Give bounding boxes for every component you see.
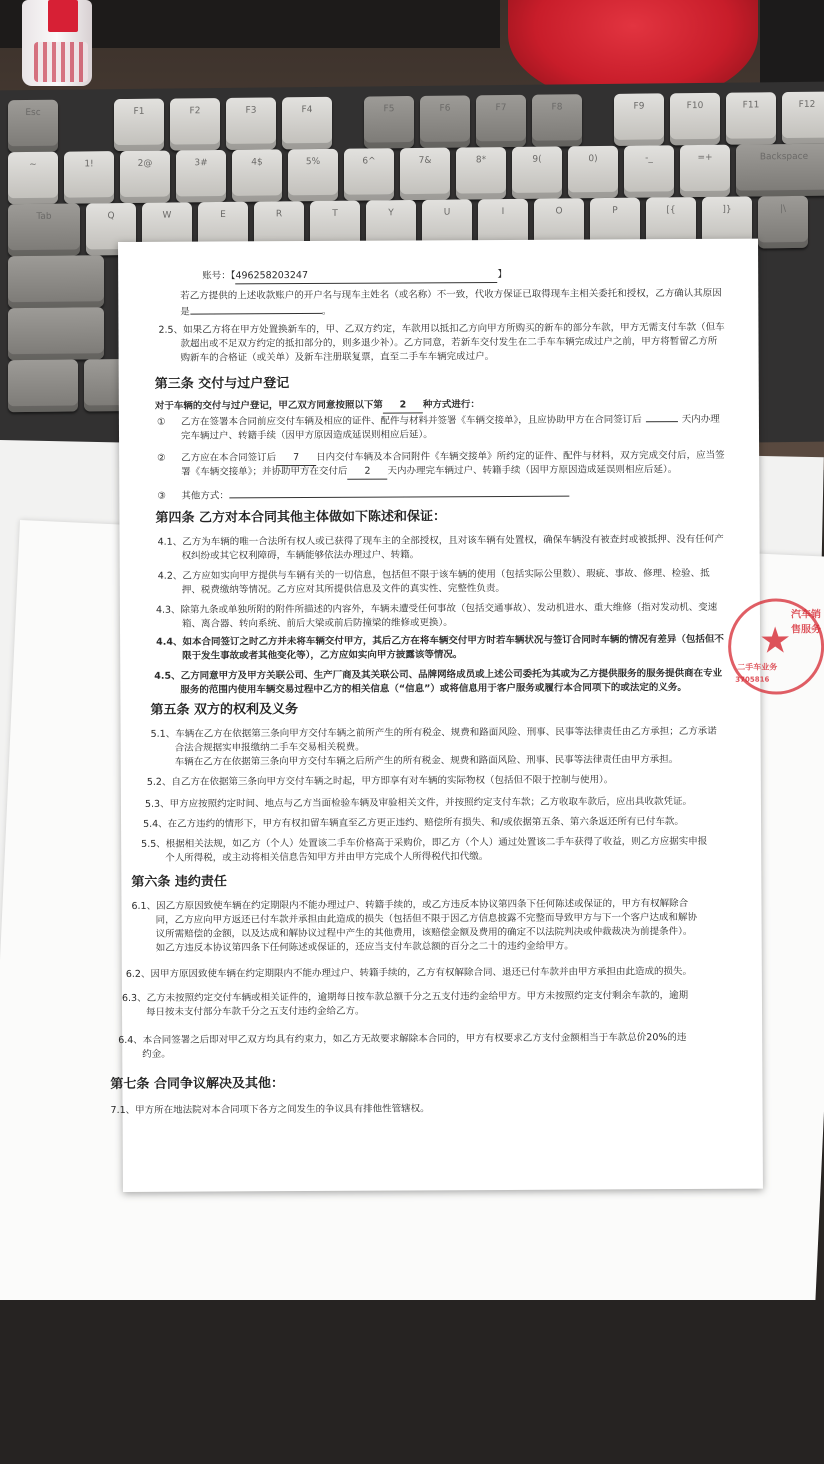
bottle-cap — [48, 0, 78, 32]
clause-7-1: 7.1、甲方所在地法院对本合同项下各方之间发生的争议具有排他性管辖权。 — [110, 1103, 430, 1117]
key: F9 — [614, 93, 664, 146]
clause-2-5: 2.5、如果乙方将在甲方处置换新车的，甲、乙双方约定，车款用以抵扣乙方向甲方所购买的新车的部分车款，甲方无需支付车款（但车 — [158, 321, 725, 336]
filled-field: 7 — [276, 451, 316, 466]
key: F11 — [726, 92, 776, 145]
key — [8, 255, 104, 308]
contract-page — [110, 239, 822, 1192]
key: F5 — [364, 96, 414, 149]
clause-text: 乙方应在本合同签订后 — [181, 452, 277, 464]
key: -_ — [624, 145, 674, 198]
keyboard-row-shift — [8, 307, 104, 360]
clause-text: 种方式进行： — [422, 399, 480, 411]
clause-text: 是 — [180, 306, 190, 318]
clause-text: 约金。 — [142, 1048, 171, 1060]
clause-4-4: 4.4、如本合同签订之时乙方并未将车辆交付甲方，其后乙方在将车辆交付甲方时若车辆状况与签订合同时车辆的情况有差异（包括但不 — [156, 633, 724, 648]
article-5-title: 第五条 双方的权利及义务 — [150, 702, 299, 718]
clause-text: 对于车辆的交付与过户登记，甲乙双方同意按照以下第 — [154, 399, 383, 412]
clause-text: 署《车辆交接单》；并协助甲方在交付后 — [181, 465, 348, 478]
option-3-marker: ③ — [157, 490, 166, 502]
key: 6^ — [344, 148, 394, 201]
clause-6-3: 6.3、乙方未按照约定交付车辆或相关证件的，逾期每日按车款总额千分之五支付违约金给甲方。甲方未按照约定支付剩余车款的，逾期 — [121, 990, 689, 1004]
clause-text: 每日按未支付部分车款千分之五支付违约金给乙方。 — [146, 1005, 365, 1018]
key: Y — [366, 200, 416, 253]
key: I — [478, 199, 528, 252]
key: 4$ — [232, 149, 282, 202]
key: 8* — [456, 147, 506, 200]
clause-text: 车辆在乙方在依据第三条向甲方交付车辆之后所产生的所有税金、规费和路面风险、刑事、民事等法律责任由甲方承担。 — [174, 754, 679, 768]
clause-5-5: 5.5、根据相关法规，如乙方（个人）处置该二手车价格高于采购价，即乙方（个人）通过处置该二手车获得了收益，则乙方应据实申报 — [141, 835, 708, 850]
article-6-title: 第六条 违约责任 — [131, 874, 227, 890]
clause-text: 天内办理完车辆过户、转籍手续（因甲方原因造成延误则相应后延）。 — [387, 464, 678, 477]
filled-field: 2 — [347, 465, 387, 480]
key: R — [254, 201, 304, 254]
clause-6-4: 6.4、本合同签署之后即对甲乙双方均具有约束力，如乙方无故要求解除本合同的，甲方有权要求乙方支付金额相当于车款总价20%的违 — [118, 1032, 687, 1047]
key — [8, 307, 104, 360]
clause-5-2: 5.2、自乙方在依据第三条向甲方交付车辆之时起，甲方即享有对车辆的实际物权（包括但不限于控制与使用）。 — [146, 774, 614, 788]
key: F4 — [282, 97, 332, 150]
key: W — [142, 202, 192, 255]
clause-text — [180, 305, 331, 320]
option-1-text — [181, 413, 720, 430]
clause-text — [181, 463, 677, 481]
clause-6-1: 6.1、因乙方原因致使车辆在约定期限内不能办理过户、转籍手续的，或乙方违反本协议第四条下任何陈述或保证的，甲方有权解除合 — [131, 898, 689, 912]
key: F6 — [420, 95, 470, 148]
seal-text: 汽车销售服务 — [790, 609, 822, 636]
company-seal — [728, 598, 824, 695]
clause-4-3: 4.3、除第九条或单独所附的附件所描述的内容外，车辆未遭受任何事故（包括交通事故）、发动机进水、重大维修（指对发动机、变速 — [155, 601, 718, 616]
key: 3# — [176, 150, 226, 203]
filled-field: 2 — [383, 398, 423, 413]
key: 0) — [568, 146, 618, 199]
clause-6-2: 6.2、因甲方原因致使车辆在约定期限内不能办理过户、转籍手续的，乙方有权解除合同、退还已付车款并由甲方承担由此造成的损失。 — [125, 966, 692, 980]
clause-4-1: 4.1、乙方为车辆的唯一合法所有权人或已获得了现车主的全部授权，且对该车辆有处置权，确保车辆没有被查封或被抵押、没有任何产 — [157, 533, 724, 548]
floor — [0, 1300, 824, 1464]
article-3-intro — [155, 398, 480, 415]
option-1-marker: ① — [156, 416, 166, 428]
key: 9( — [512, 146, 562, 199]
option-2-marker: ② — [157, 452, 166, 464]
clause-text: 箱、离合器、转向系统、前后大梁或前后防撞梁的维修或更换）。 — [181, 617, 453, 630]
account-suffix: 】 — [497, 268, 507, 281]
blank-field — [190, 313, 322, 315]
key: F8 — [532, 94, 582, 147]
key: F3 — [226, 97, 276, 150]
clause-text: 其他方式： — [181, 490, 229, 502]
key: F12 — [782, 92, 824, 145]
clause-text: 权纠纷或其它权利障碍，车辆能够依法办理过户、转籍。 — [181, 549, 420, 562]
article-3-title: 第三条 交付与过户登记 — [154, 376, 290, 392]
key: F10 — [670, 93, 720, 146]
keyboard-row-function — [8, 92, 824, 153]
key: Tab — [8, 203, 80, 256]
clause-text: 如乙方违反本协议第四条下任何陈述或保证的，还应当支付车款总额的百分之二十的违约金给甲方。 — [155, 940, 574, 954]
clause-text: 合法合规据实申报缴纳二手车交易相关税费。 — [174, 741, 365, 754]
key: Esc — [8, 100, 58, 153]
keyboard-row-numbers — [8, 144, 824, 205]
key: ~ — [8, 152, 58, 205]
article-4-title: 第四条 乙方对本合同其他主体做如下陈述和保证： — [155, 509, 447, 526]
key: F1 — [114, 99, 164, 152]
key: =+ — [680, 145, 730, 198]
clause-text: 款超出或不足双方约定的抵扣部分的，则多退少补）。乙方同意，若新车交付发生在二手车车辆完成过户之前，甲方将暂留乙方所 — [180, 335, 718, 350]
key: Backspace — [736, 144, 824, 197]
key: 1! — [64, 151, 114, 204]
clause-5-1: 5.1、车辆在乙方在依据第三条向甲方交付车辆之前所产生的所有税金、规费和路面风险、刑事、民事等法律责任由乙方承担；乙方承诺 — [150, 725, 717, 740]
clause-text: 完车辆过户、转籍手续（因甲方原因造成延误则相应后延）。 — [180, 429, 433, 442]
seal-number: 3705816 — [735, 675, 770, 684]
key: 5% — [288, 149, 338, 202]
key: O — [534, 198, 584, 251]
key — [8, 359, 78, 412]
seal-text: 二手车业务 — [737, 662, 778, 672]
clause-text: 购新车的合格证（或关单）及新车注册联复票，直至二手车车辆完成过户。 — [180, 351, 495, 364]
key: P — [590, 198, 640, 251]
article-7-title: 第七条 合同争议解决及其他： — [110, 1076, 284, 1093]
key: Q — [86, 203, 136, 256]
key: E — [198, 202, 248, 255]
clause-5-4: 5.4、在乙方违约的情形下，甲方有权扣留车辆直至乙方更正违约、赔偿所有损失、和/或依据第五条、第六条返还所有已付车款。 — [143, 816, 684, 830]
blank-field — [646, 421, 678, 422]
clause-5-3: 5.3、甲方应按照约定时间、地点与乙方当面检验车辆及审验相关文件，并按照约定支付车款；乙方收取车款后，应出具收款凭证。 — [144, 796, 693, 810]
key: F2 — [170, 98, 220, 151]
bottle-label — [34, 42, 88, 82]
key: T — [310, 201, 360, 254]
keyboard-row-home — [8, 255, 104, 308]
key: ]} — [702, 196, 752, 249]
option-3-text — [181, 488, 569, 504]
key: 2@ — [120, 151, 170, 204]
clause-4-2: 4.2、乙方应如实向甲方提供与车辆有关的一切信息，包括但不限于该车辆的使用（包括实际公里数）、瑕疵、事故、修理、检验、抵 — [157, 567, 710, 582]
clause-text: 。 — [321, 305, 332, 317]
clause-text: 同，乙方应向甲方返还已付车款并承担由此造成的损失（包括但不限于因乙方信息披露不完整而导致甲方与下一个客户达成和解协 — [155, 911, 698, 926]
key: [{ — [646, 197, 696, 250]
key: 7& — [400, 148, 450, 201]
account-line — [202, 268, 507, 285]
clause-text: 服务的范围内使用车辆交易过程中乙方的相关信息（“信息”）或将信息用于客户服务或履行本合同项下的或法定的义务。 — [180, 682, 687, 696]
seal-star-icon: ★ — [758, 620, 792, 662]
account-prefix: 账号：【 — [202, 270, 236, 282]
clause-text: 押、税费缴纳等情况。乙方应对其所提供信息及文件的真实性、完整性负责。 — [181, 582, 505, 596]
blank-field — [229, 496, 569, 499]
clause-text: 限于发生事故或者其他变化等），乙方应如实向甲方披露该等情况。 — [182, 649, 463, 662]
key: U — [422, 199, 472, 252]
account-number: 496258203247 — [235, 268, 497, 284]
clause-text: 天内办理 — [681, 413, 720, 426]
clause-4-5: 4.5、乙方同意甲方及甲方关联公司、生产厂商及其关联公司、品牌网络成员或上述公司委托为其或为乙方提供服务的服务提供商在专业 — [154, 667, 723, 682]
key: F7 — [476, 95, 526, 148]
clause-text: 议所需赔偿的金额，以及达成和解协议过程中产生的其他费用，该赔偿金额及费用的确定不以法院判决或仲裁裁决为前提条件）。 — [155, 926, 693, 940]
key: |\ — [758, 196, 808, 249]
clause-text: 若乙方提供的上述收款账户的开户名与现车主姓名（或名称）不一致，代收方保证已取得现车主相关委托和授权，乙方确认其原因 — [180, 287, 722, 302]
clause-text: 个人所得税，或主动将相关信息告知甲方并由甲方完成个人所得税代扣代缴。 — [165, 851, 489, 864]
clause-text: 乙方在签署本合同前应交付车辆及相应的证件、配件与材料并签署《车辆交接单》，且应协助甲方在合同签订后 — [180, 414, 642, 428]
clause-text: 日内交付车辆及本合同附件《车辆交接单》所约定的证件、配件与材料，双方完成交付后，应当签 — [316, 449, 725, 463]
